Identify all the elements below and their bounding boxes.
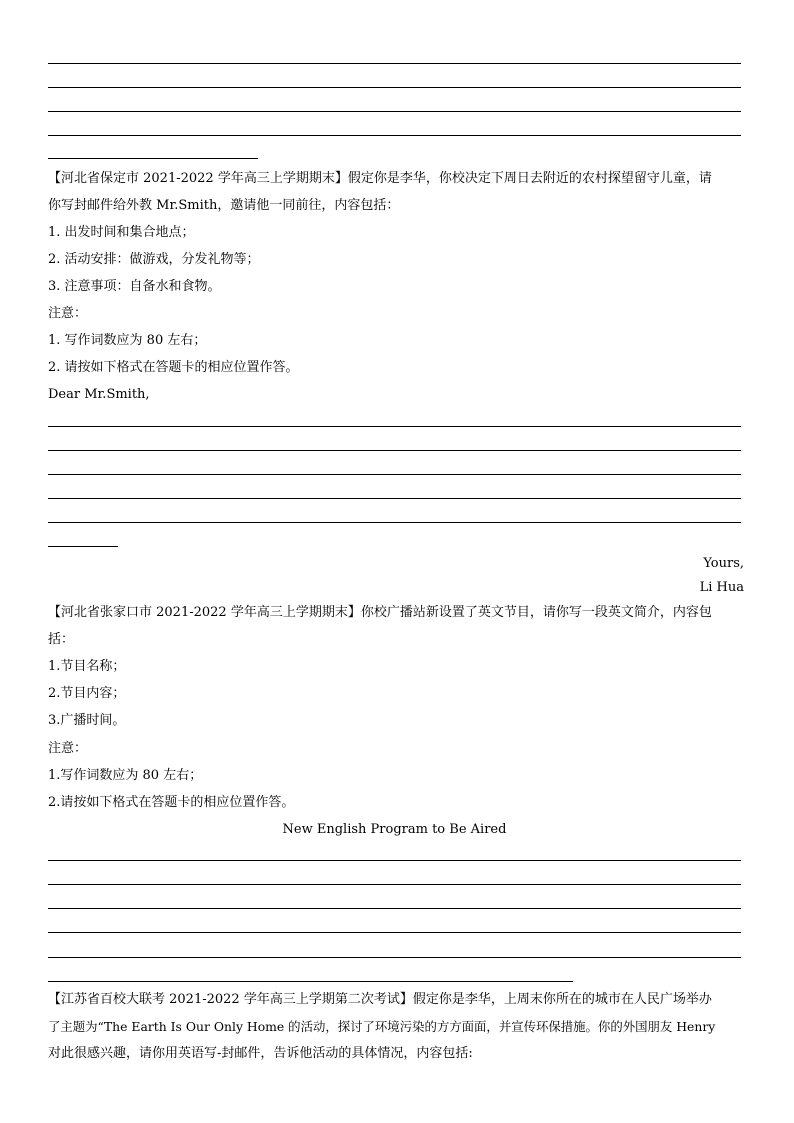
section3-prompt-line1 [48, 991, 748, 1009]
answer-line [48, 957, 741, 958]
section3-prompt-line3: 对此很感兴趣，请你用英语写-封邮件，告诉他活动的具体情况，内容包括: [48, 1046, 473, 1061]
section1-salutation: Dear Mr.Smith, [48, 387, 150, 402]
answer-line-short [48, 546, 118, 547]
section2-essay-title: New English Program to Be Aired [282, 822, 507, 837]
answer-line [48, 522, 741, 523]
section2-note-label: 注意： [48, 741, 88, 756]
section1-source: 【河北省保定市 2021-2022 学年高三上学期期末】 [48, 171, 348, 186]
section1-signature: Li Hua [699, 580, 744, 595]
answer-line [48, 63, 741, 64]
section3-source: 【江苏省百校大联考 2021-2022 学年高三上学期第二次考试】 [48, 992, 413, 1007]
section2-prompt-line1 [48, 604, 748, 622]
section1-closing: Yours, [703, 556, 744, 571]
section2-source: 【河北省张家口市 2021-2022 学年高三上学期期末】 [48, 605, 361, 620]
answer-line [48, 884, 741, 885]
section2-item: 3.广播时间。 [48, 713, 126, 728]
section1-item: 3. 注意事项：自备水和食物。 [48, 279, 221, 294]
separator-line [48, 158, 258, 159]
answer-line [48, 426, 741, 427]
section1-prompt-text: 假定你是李华，你校决定下周日去附近的农村探望留守儿童，请 [347, 171, 712, 186]
answer-line [48, 450, 741, 451]
section1-note: 2. 请按如下格式在答题卡的相应位置作答。 [48, 360, 299, 375]
answer-line [48, 932, 741, 933]
section2-prompt-text: 你校广播站新设置了英文节目，请你写一段英文简介，内容包 [360, 605, 712, 620]
answer-line [48, 474, 741, 475]
section3-prompt-line2: 了主题为“The Earth Is Our Only Home 的活动，探讨了环境污染的方方面面，并宣传环保措施。你的外国朋友 Henry [48, 1019, 716, 1034]
section2-item: 2.节目内容； [48, 686, 126, 701]
section1-item: 1. 出发时间和集合地点； [48, 225, 195, 240]
answer-line [48, 87, 741, 88]
section2-item: 1.节目名称； [48, 659, 126, 674]
answer-line [48, 860, 741, 861]
section3-prompt-text: 假定你是李华，上周末你所在的城市在人民广场举办 [412, 992, 712, 1007]
section1-prompt-line2: 你写封邮件给外教 Mr.Smith，邀请他一同前往，内容包括： [48, 198, 400, 213]
answer-line [48, 908, 741, 909]
section2-note: 1.写作词数应为 80 左右； [48, 768, 203, 783]
section2-note: 2.请按如下格式在答题卡的相应位置作答。 [48, 795, 295, 810]
section1-item: 2. 活动安排：做游戏，分发礼物等； [48, 252, 260, 267]
answer-line [48, 498, 741, 499]
answer-line [48, 135, 741, 136]
separator-line [48, 981, 573, 982]
section1-note-label: 注意： [48, 306, 88, 321]
section1-note: 1. 写作词数应为 80 左右； [48, 333, 207, 348]
section1-prompt-line1 [48, 170, 748, 188]
answer-line [48, 111, 741, 112]
section2-prompt-line2: 括： [48, 632, 75, 647]
